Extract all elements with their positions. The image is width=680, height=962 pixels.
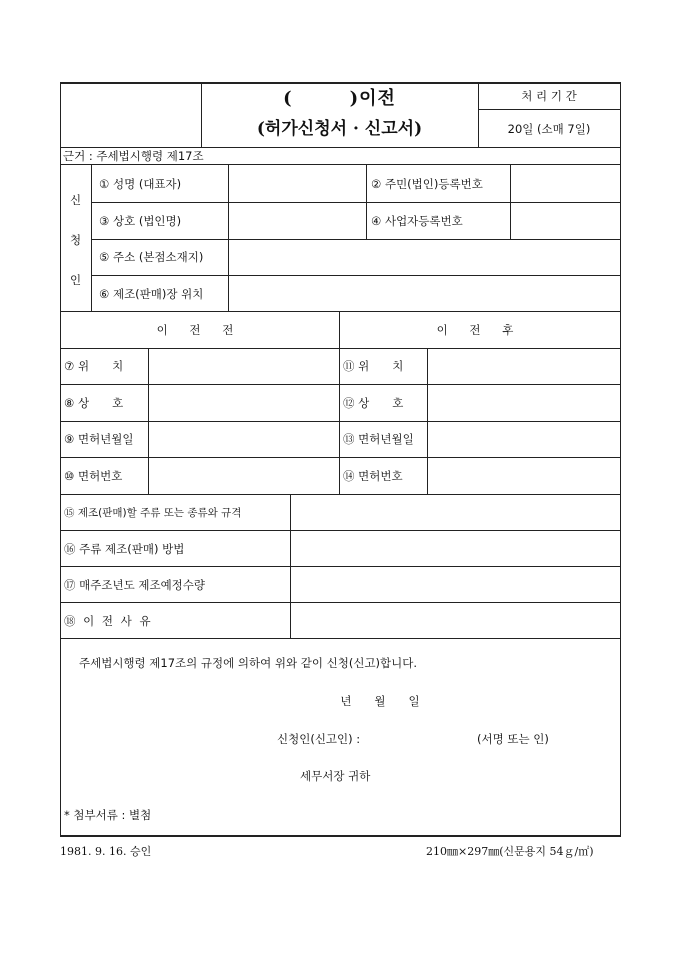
before-location-label: ⑦ 위 치 — [64, 359, 124, 373]
applicant-signature-label: 신청인(신고인) : — [277, 732, 361, 746]
processing-period-value: 20일 (소매 7일) — [507, 122, 591, 136]
liquor-type-field[interactable] — [291, 495, 620, 530]
transfer-reason-label: ⑱ 이 전 사 유 — [64, 614, 153, 628]
production-method-label: ⑯ 주류 제조(판매) 방법 — [64, 542, 185, 556]
after-trade-name-label: ⑫ 상 호 — [343, 396, 404, 410]
before-license-number-field[interactable] — [149, 458, 339, 494]
applicant-signature-field[interactable] — [380, 728, 475, 748]
approval-date: 1981. 9. 16. 승인 — [60, 845, 152, 858]
after-license-number-label: ⑭ 면허번호 — [343, 469, 403, 483]
after-trade-name-field[interactable] — [428, 385, 620, 421]
applicant-char-3: 인 — [69, 273, 82, 287]
resident-number-label: ② 주민(법인)등록번호 — [371, 177, 483, 191]
factory-location-field[interactable] — [229, 276, 620, 311]
before-license-number-label: ⑩ 면허번호 — [64, 469, 123, 483]
before-license-date-field[interactable] — [149, 422, 339, 457]
form-title-line2: (허가신청서 · 신고서) — [256, 119, 423, 139]
company-field[interactable] — [229, 203, 366, 239]
processing-period-label: 처 리 기 간 — [521, 89, 577, 103]
resident-number-field[interactable] — [511, 165, 620, 202]
production-method-field[interactable] — [291, 531, 620, 566]
name-field[interactable] — [229, 165, 366, 202]
address-label: ⑤ 주소 (본점소재지) — [99, 250, 204, 264]
transfer-reason-field[interactable] — [291, 603, 620, 638]
before-location-field[interactable] — [149, 349, 339, 384]
before-transfer-header: 이 전 전 — [156, 323, 243, 337]
before-license-date-label: ⑨ 면허년월일 — [64, 432, 134, 446]
signature-or-seal-label: (서명 또는 인) — [477, 732, 549, 746]
business-number-field[interactable] — [511, 203, 620, 239]
applicant-char-2: 청 — [69, 233, 82, 247]
legal-basis: 근거 : 주세법시행령 제17조 — [63, 149, 204, 163]
after-license-date-field[interactable] — [428, 422, 620, 457]
liquor-type-label: ⑮ 제조(판매)할 주류 또는 종류와 규격 — [64, 507, 242, 519]
application-date: 년 월 일 — [340, 694, 420, 708]
declaration-statement: 주세법시행령 제17조의 규정에 의하여 위와 같이 신청(신고)합니다. — [79, 656, 418, 670]
applicant-char-1: 신 — [69, 193, 82, 207]
after-location-label: ⑪ 위 치 — [343, 359, 404, 373]
recipient: 세무서장 귀하 — [300, 769, 371, 783]
after-transfer-header: 이 전 후 — [436, 323, 523, 337]
after-location-field[interactable] — [428, 349, 620, 384]
form-title-line1: ( )이전 — [283, 88, 396, 109]
before-trade-name-label: ⑧ 상 호 — [64, 396, 124, 410]
attachments-note: * 첨부서류 : 별첨 — [64, 808, 152, 822]
factory-location-label: ⑥ 제조(판매)장 위치 — [99, 287, 204, 301]
planned-quantity-label: ⑰ 매주조년도 제조예정수량 — [64, 578, 206, 592]
company-label: ③ 상호 (법인명) — [99, 214, 182, 228]
planned-quantity-field[interactable] — [291, 567, 620, 602]
before-trade-name-field[interactable] — [149, 385, 339, 421]
paper-spec: 210㎜×297㎜(신문용지 54ｇ/㎡) — [426, 845, 594, 858]
address-field[interactable] — [229, 240, 620, 275]
after-license-number-field[interactable] — [428, 458, 620, 494]
name-label: ① 성명 (대표자) — [99, 177, 182, 191]
business-number-label: ④ 사업자등록번호 — [371, 214, 463, 228]
after-license-date-label: ⑬ 면허년월일 — [343, 432, 414, 446]
